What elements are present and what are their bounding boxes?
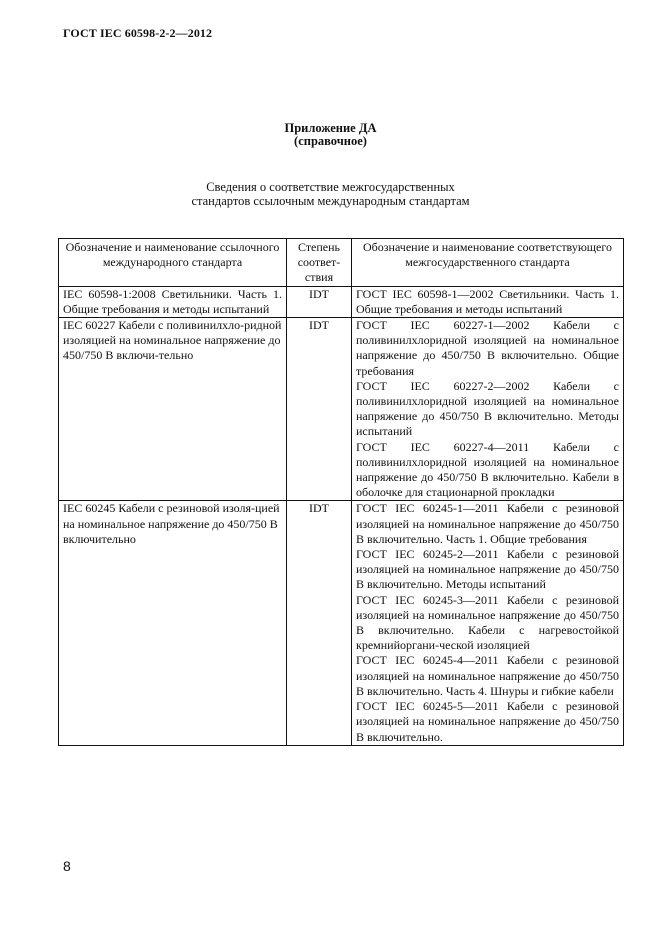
page-number: 8	[63, 858, 71, 874]
national-standard-entry: ГОСТ IEC 60245-1—2011 Кабели с резиновой изоляцией на номинальное напряжение до 450/750 В включительно. Часть 1. Общие требования	[356, 501, 619, 546]
caption-line-2: стандартов ссылочным международным стандартам	[191, 194, 470, 208]
degree-cell: IDT	[287, 286, 352, 317]
table-row	[59, 501, 624, 745]
national-standard-entry: ГОСТ IEC 60598-1—2002 Светильники. Часть 1. Общие требования и методы испытаний	[356, 286, 619, 316]
table-header-row	[59, 239, 624, 287]
international-standard-text: IEC 60245 Кабели с резиновой изоля-цией на номинальное напряжение до 450/750 В включительно	[63, 501, 280, 546]
header-degree: Степень соответ-ствия	[287, 239, 352, 287]
appendix-heading	[0, 122, 661, 148]
international-standard-cell	[59, 501, 287, 745]
caption-line-1: Сведения о соответствие межгосударственных	[206, 180, 455, 194]
national-standard-cell	[352, 318, 624, 501]
table-caption	[0, 180, 661, 208]
national-standard-cell	[352, 501, 624, 745]
appendix-title: Приложение ДА	[284, 121, 377, 135]
international-standard-cell	[59, 286, 287, 317]
national-standard-cell	[352, 286, 624, 317]
table-row	[59, 286, 624, 317]
degree-cell: IDT	[287, 501, 352, 745]
degree-cell: IDT	[287, 318, 352, 501]
national-standard-entry: ГОСТ IEC 60245-4—2011 Кабели с резиновой изоляцией на номинальное напряжение до 450/750 В включительно. Часть 4. Шнуры и гибкие кабели	[356, 653, 619, 698]
international-standard-text: IEC 60227 Кабели с поливинилхло-ридной изоляцией на номинальное напряжение до 450/750 В включи-тельно	[63, 318, 282, 363]
national-standard-entry: ГОСТ IEC 60245-3—2011 Кабели с резиновой изоляцией на номинальное напряжение до 450/750 В включительно. Кабели с нагревостойкой кремнийоргани-ческой изоляцией	[356, 592, 619, 653]
national-standard-entry: ГОСТ IEC 60245-5—2011 Кабели с резиновой изоляцией на номинальное напряжение до 450/750 В включительно.	[356, 699, 619, 744]
header-national-standard: Обозначение и наименование соответствующего межгосударственного стандарта	[352, 239, 624, 287]
national-standard-entry: ГОСТ IEC 60227-4—2011 Кабели с поливинилхлоридной изоляцией на номинальное напряжение до 450/750 В включительно. Кабели в оболочке для стационарной прокладки	[356, 439, 619, 500]
national-standard-entry: ГОСТ IEC 60227-2—2002 Кабели с поливинилхлоридной изоляцией на номинальное напряжение до 450/750 В включительно. Методы испытаний	[356, 378, 619, 439]
table-row	[59, 318, 624, 501]
international-standard-text: IEC 60598-1:2008 Светильники. Часть 1. Общие требования и методы испытаний	[63, 286, 282, 316]
national-standard-entry: ГОСТ IEC 60245-2—2011 Кабели с резиновой изоляцией на номинальное напряжение до 450/750 В включительно. Методы испытаний	[356, 547, 619, 592]
header-international-standard: Обозначение и наименование ссылочного международного стандарта	[59, 239, 287, 287]
document-code-header: ГОСТ IEC 60598-2-2—2012	[63, 26, 213, 40]
international-standard-cell	[59, 318, 287, 501]
correspondence-table	[58, 238, 624, 746]
appendix-subtitle: (справочное)	[294, 134, 367, 148]
national-standard-entry: ГОСТ IEC 60227-1—2002 Кабели с поливинилхлоридной изоляцией на номинальное напряжение до 450/750 В включительно. Общие требования	[356, 318, 619, 378]
